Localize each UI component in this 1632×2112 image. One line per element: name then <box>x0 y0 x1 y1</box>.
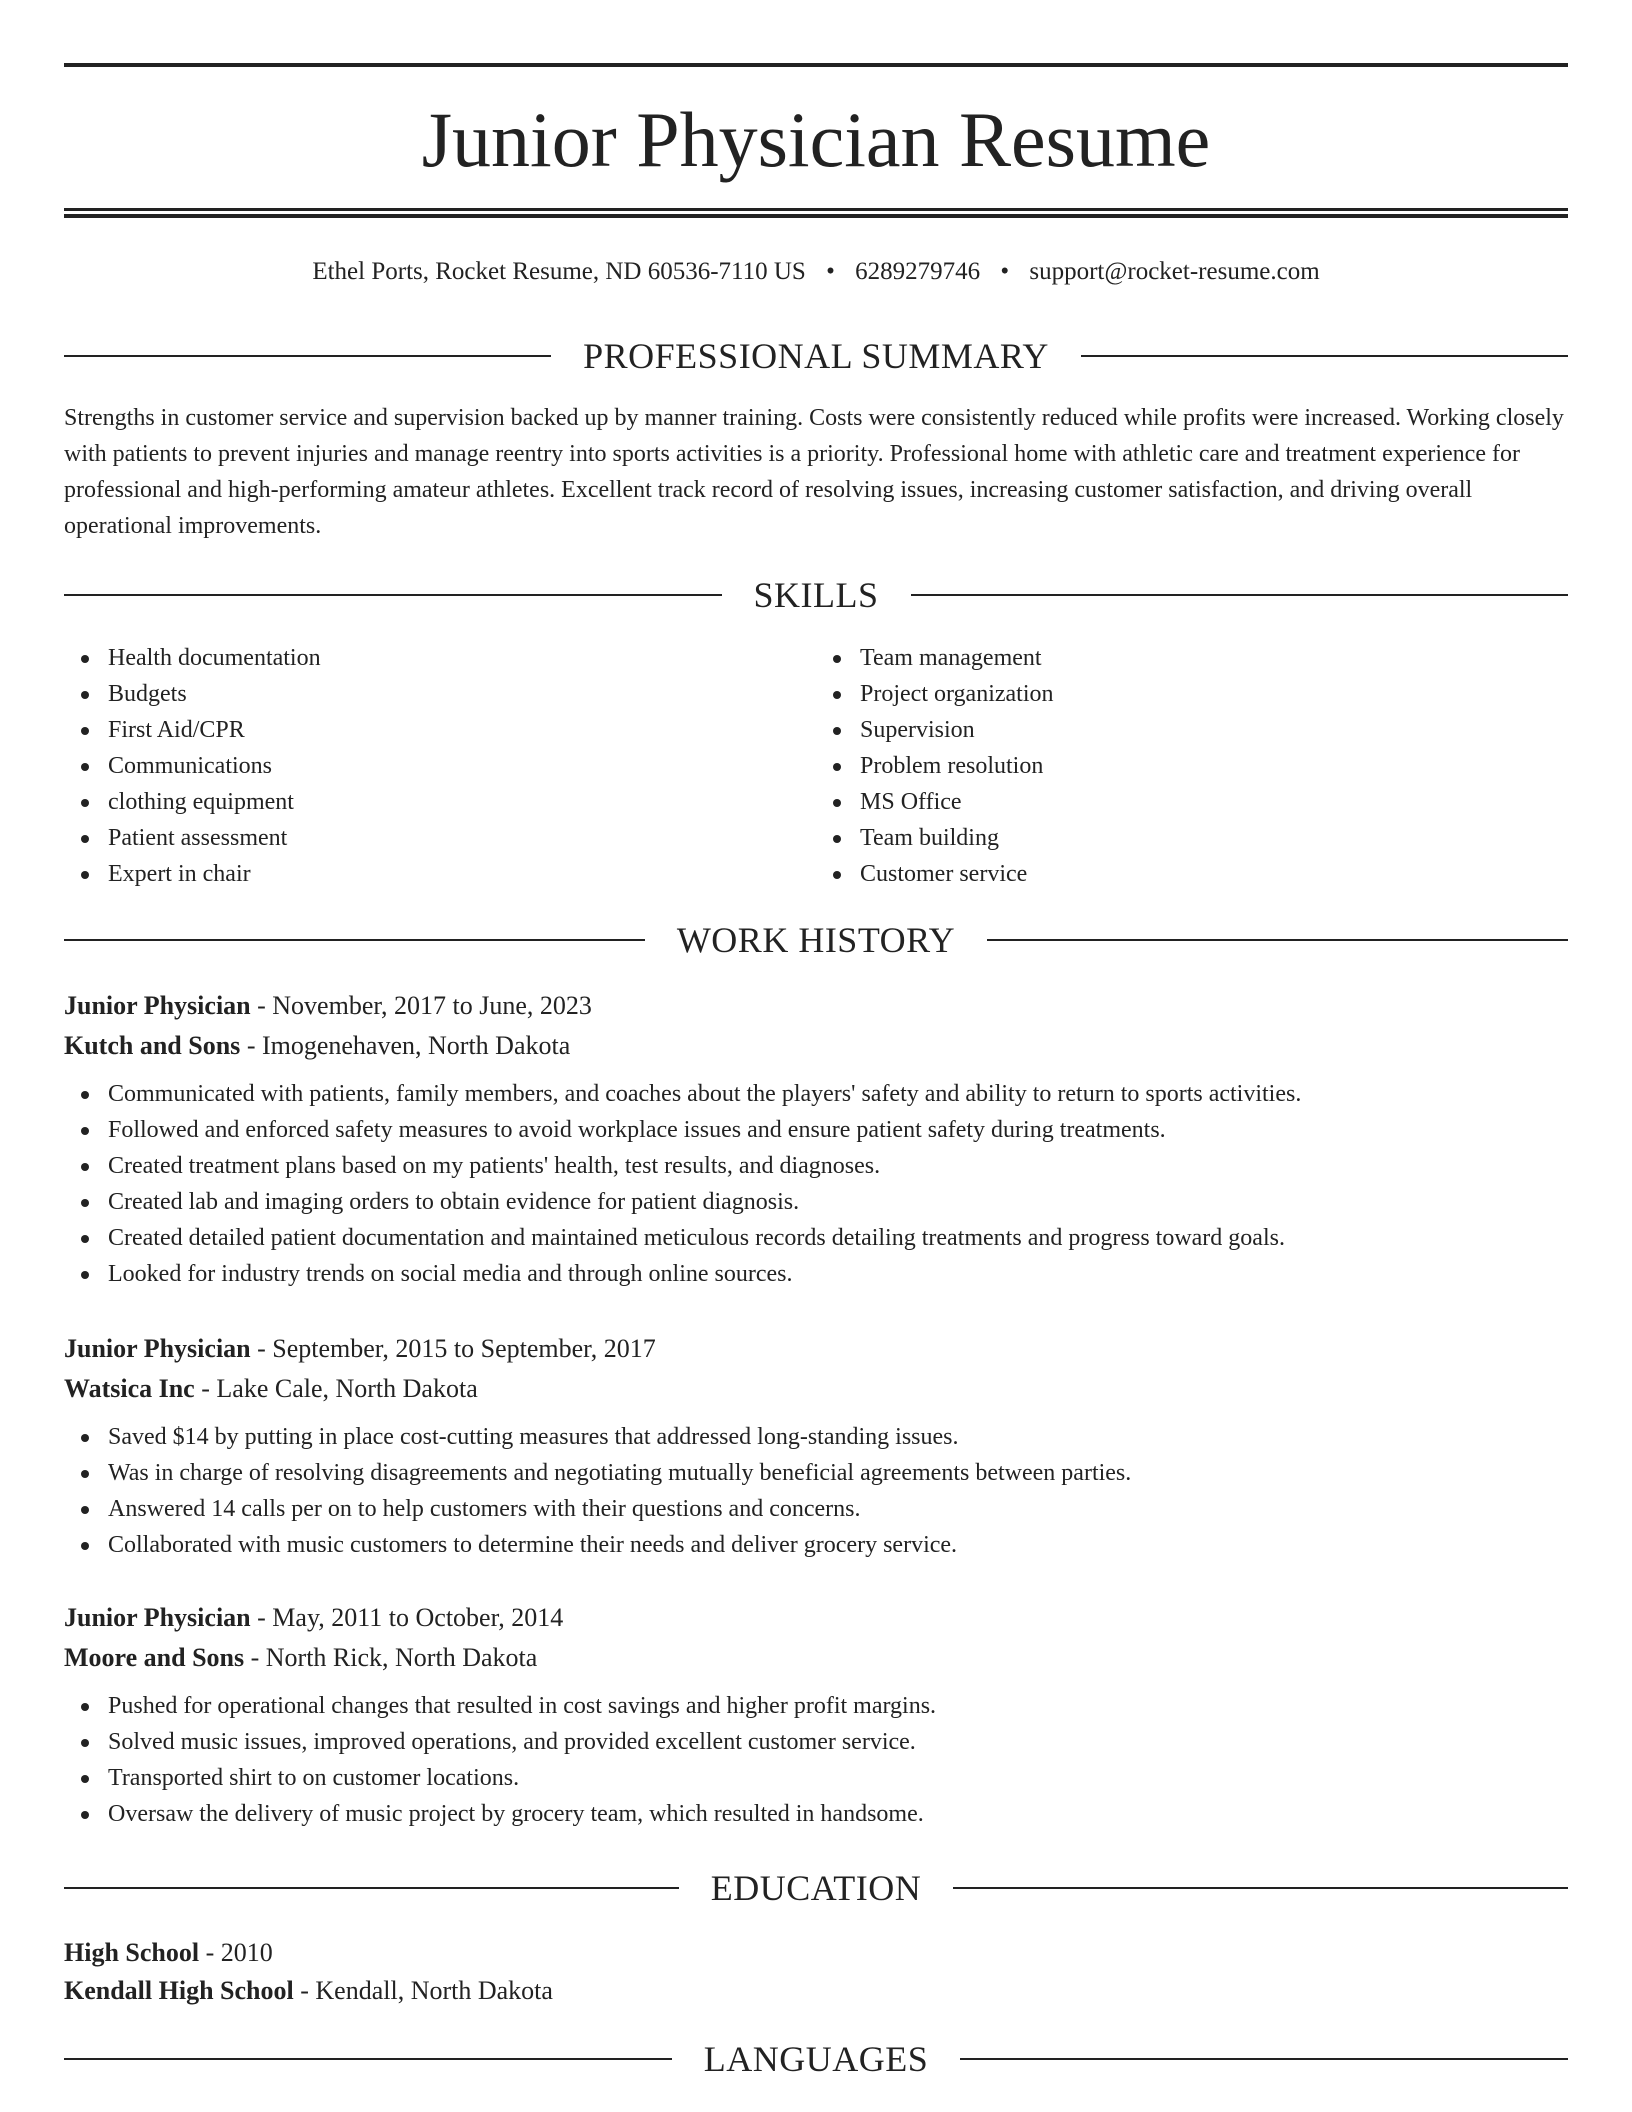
job-bullet: Transported shirt to on customer locations. <box>108 1760 1568 1796</box>
job-company-line <box>64 1638 1568 1678</box>
skill-item: Problem resolution <box>860 748 1568 784</box>
job-bullet: Looked for industry trends on social media and through online sources. <box>108 1256 1568 1292</box>
job-bullets <box>64 1688 1568 1832</box>
contact-address: Ethel Ports, Rocket Resume, ND 60536-7110 US <box>312 258 806 285</box>
skills-column-left <box>64 640 816 892</box>
skills-heading <box>64 573 1568 617</box>
education-degree-line <box>64 1934 1568 1972</box>
section-title: SKILLS <box>753 575 879 615</box>
section-title: EDUCATION <box>710 1868 922 1908</box>
skill-item: Team building <box>860 820 1568 856</box>
divider <box>64 2058 672 2060</box>
job-bullet: Pushed for operational changes that resulted in cost savings and higher profit margins. <box>108 1688 1568 1724</box>
job-title: Junior Physician <box>64 1334 251 1363</box>
page-title: Junior Physician Resume <box>421 96 1211 183</box>
skill-item: clothing equipment <box>108 784 816 820</box>
summary-heading <box>64 334 1568 378</box>
skill-item: Project organization <box>860 676 1568 712</box>
job-title: Junior Physician <box>64 1603 251 1632</box>
job-dates: - November, 2017 to June, 2023 <box>250 991 592 1020</box>
education-degree: High School <box>64 1938 200 1967</box>
job-company-line <box>64 1369 1568 1409</box>
job-title: Junior Physician <box>64 991 251 1020</box>
divider <box>987 939 1568 941</box>
job-bullet: Collaborated with music customers to determine their needs and deliver grocery service. <box>108 1527 1568 1563</box>
skill-item: MS Office <box>860 784 1568 820</box>
job-location: - North Rick, North Dakota <box>244 1643 538 1672</box>
skill-item: Communications <box>108 748 816 784</box>
job-bullet: Was in charge of resolving disagreements and negotiating mutually beneficial agreements between parties. <box>108 1455 1568 1491</box>
job-location: - Imogenehaven, North Dakota <box>240 1031 571 1060</box>
contact-email: support@rocket-resume.com <box>1029 258 1320 285</box>
job-company-line <box>64 1026 1568 1066</box>
education-heading <box>64 1866 1568 1910</box>
job-bullet: Created lab and imaging orders to obtain evidence for patient diagnosis. <box>108 1184 1568 1220</box>
job-bullet: Created treatment plans based on my patients' health, test results, and diagnoses. <box>108 1148 1568 1184</box>
divider <box>911 594 1569 596</box>
section-title: WORK HISTORY <box>676 920 956 960</box>
section-title: PROFESSIONAL SUMMARY <box>583 336 1049 376</box>
job-company: Kutch and Sons <box>64 1031 241 1060</box>
job-entry <box>64 1598 1568 1832</box>
job-company: Watsica Inc <box>64 1374 195 1403</box>
divider <box>64 939 645 941</box>
divider <box>1081 355 1568 357</box>
skills-column-right <box>816 640 1568 892</box>
job-title-line <box>64 1329 1568 1369</box>
section-title: LANGUAGES <box>703 2039 929 2079</box>
education-school-line <box>64 1972 1568 2010</box>
contact-line <box>64 254 1568 290</box>
job-bullet: Answered 14 calls per on to help customers with their questions and concerns. <box>108 1491 1568 1527</box>
education-school: Kendall High School <box>64 1976 294 2005</box>
divider <box>960 2058 1568 2060</box>
education-location: - Kendall, North Dakota <box>293 1976 553 2005</box>
job-entry <box>64 986 1568 1292</box>
job-bullet: Solved music issues, improved operations, and provided excellent customer service. <box>108 1724 1568 1760</box>
job-location: - Lake Cale, North Dakota <box>194 1374 478 1403</box>
skill-item: Health documentation <box>108 640 816 676</box>
contact-separator: • <box>1000 258 1010 285</box>
summary-text: Strengths in customer service and supervision backed up by manner training. Costs were consistently reduced while profits were increased. Working closely with patients to prevent injuries and manage reentry into sports activities is a priority. Professional home with athletic care and treatment experience for professional and high-performing amateur athletes. Excellent track record of resolving issues, increasing customer satisfaction, and driving overall operational improvements. <box>64 405 1564 539</box>
job-title-line <box>64 1598 1568 1638</box>
top-rule <box>64 63 1568 67</box>
skill-item: Patient assessment <box>108 820 816 856</box>
job-bullets <box>64 1419 1568 1563</box>
languages-heading <box>64 2037 1568 2081</box>
job-entry <box>64 1329 1568 1563</box>
divider <box>64 355 551 357</box>
work-history-heading <box>64 918 1568 962</box>
job-bullet: Followed and enforced safety measures to avoid workplace issues and ensure patient safety during treatments. <box>108 1112 1568 1148</box>
contact-separator: • <box>826 258 835 285</box>
divider <box>64 1887 679 1889</box>
job-company: Moore and Sons <box>64 1643 245 1672</box>
job-dates: - September, 2015 to September, 2017 <box>250 1334 656 1363</box>
job-bullet: Saved $14 by putting in place cost-cutting measures that addressed long-standing issues. <box>108 1419 1568 1455</box>
education-year: - 2010 <box>199 1938 273 1967</box>
skill-item: Budgets <box>108 676 816 712</box>
contact-phone: 6289279746 <box>855 258 981 285</box>
skills-list <box>64 640 1568 892</box>
job-bullets <box>64 1076 1568 1292</box>
skill-item: Team management <box>860 640 1568 676</box>
title-double-rule <box>64 208 1568 218</box>
job-bullet: Created detailed patient documentation and maintained meticulous records detailing treatments and progress toward goals. <box>108 1220 1568 1256</box>
divider <box>64 594 722 596</box>
skill-item: Customer service <box>860 856 1568 892</box>
education-entry <box>64 1934 1568 2010</box>
job-bullet: Communicated with patients, family members, and coaches about the players' safety and ability to return to sports activities. <box>108 1076 1568 1112</box>
job-dates: - May, 2011 to October, 2014 <box>250 1603 564 1632</box>
skill-item: Supervision <box>860 712 1568 748</box>
skill-item: Expert in chair <box>108 856 816 892</box>
divider <box>953 1887 1568 1889</box>
skill-item: First Aid/CPR <box>108 712 816 748</box>
job-title-line <box>64 986 1568 1026</box>
job-bullet: Oversaw the delivery of music project by grocery team, which resulted in handsome. <box>108 1796 1568 1832</box>
